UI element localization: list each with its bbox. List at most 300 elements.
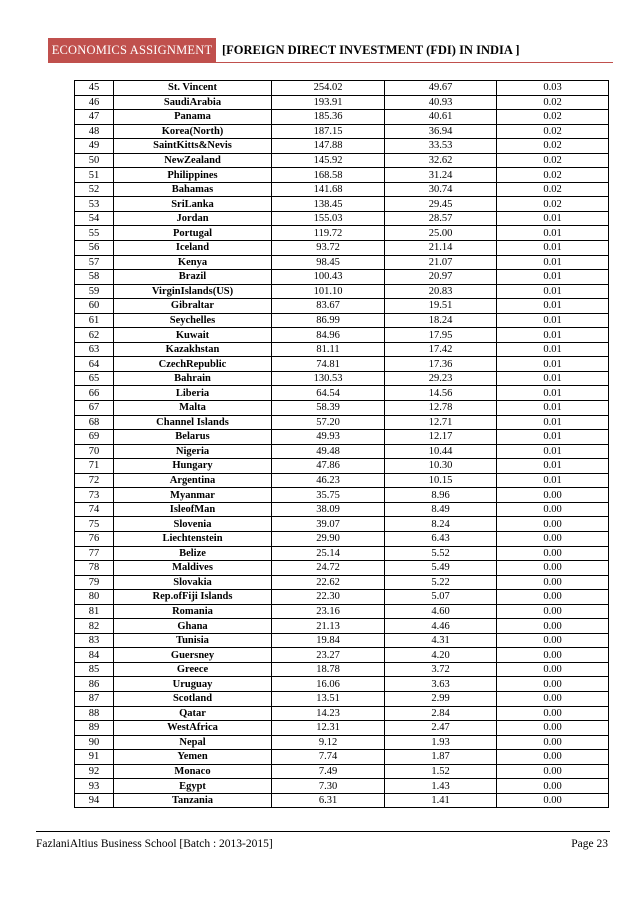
- value-a-cell: 24.72: [272, 561, 385, 576]
- value-c-cell: 0.00: [497, 750, 609, 765]
- rank-cell: 60: [75, 299, 114, 314]
- rank-cell: 82: [75, 619, 114, 634]
- value-b-cell: 2.99: [385, 691, 497, 706]
- value-c-cell: 0.01: [497, 226, 609, 241]
- country-cell: SaudiArabia: [114, 95, 272, 110]
- country-cell: Slovenia: [114, 517, 272, 532]
- country-cell: Slovakia: [114, 575, 272, 590]
- country-cell: NewZealand: [114, 153, 272, 168]
- rank-cell: 50: [75, 153, 114, 168]
- value-b-cell: 4.31: [385, 633, 497, 648]
- rank-cell: 85: [75, 662, 114, 677]
- table-row: [75, 270, 609, 285]
- rank-cell: 48: [75, 124, 114, 139]
- value-b-cell: 3.63: [385, 677, 497, 692]
- value-c-cell: 0.01: [497, 473, 609, 488]
- value-b-cell: 12.17: [385, 430, 497, 445]
- value-a-cell: 6.31: [272, 793, 385, 808]
- value-a-cell: 141.68: [272, 182, 385, 197]
- value-c-cell: 0.00: [497, 546, 609, 561]
- rank-cell: 92: [75, 764, 114, 779]
- value-c-cell: 0.02: [497, 124, 609, 139]
- table-row: [75, 313, 609, 328]
- value-a-cell: 81.11: [272, 342, 385, 357]
- value-c-cell: 0.00: [497, 575, 609, 590]
- table-row: [75, 284, 609, 299]
- country-cell: Kazakhstan: [114, 342, 272, 357]
- value-c-cell: 0.01: [497, 342, 609, 357]
- table-row: [75, 430, 609, 445]
- value-a-cell: 100.43: [272, 270, 385, 285]
- value-a-cell: 47.86: [272, 459, 385, 474]
- rank-cell: 58: [75, 270, 114, 285]
- rank-cell: 63: [75, 342, 114, 357]
- table-row: [75, 371, 609, 386]
- table-row: [75, 531, 609, 546]
- rank-cell: 90: [75, 735, 114, 750]
- value-c-cell: 0.02: [497, 197, 609, 212]
- rank-cell: 72: [75, 473, 114, 488]
- value-a-cell: 16.06: [272, 677, 385, 692]
- country-cell: Seychelles: [114, 313, 272, 328]
- country-cell: Scotland: [114, 691, 272, 706]
- rank-cell: 86: [75, 677, 114, 692]
- country-cell: Belarus: [114, 430, 272, 445]
- value-b-cell: 5.07: [385, 590, 497, 605]
- country-cell: Tunisia: [114, 633, 272, 648]
- table-row: [75, 401, 609, 416]
- country-cell: Romania: [114, 604, 272, 619]
- rank-cell: 47: [75, 110, 114, 125]
- rank-cell: 89: [75, 721, 114, 736]
- table-row: [75, 81, 609, 96]
- table-row: [75, 793, 609, 808]
- rank-cell: 74: [75, 502, 114, 517]
- value-b-cell: 4.60: [385, 604, 497, 619]
- value-c-cell: 0.00: [497, 619, 609, 634]
- country-cell: Gibraltar: [114, 299, 272, 314]
- value-b-cell: 17.42: [385, 342, 497, 357]
- table-row: [75, 342, 609, 357]
- page-header: [48, 38, 613, 62]
- value-a-cell: 84.96: [272, 328, 385, 343]
- value-a-cell: 25.14: [272, 546, 385, 561]
- table-row: [75, 241, 609, 256]
- value-a-cell: 185.36: [272, 110, 385, 125]
- value-c-cell: 0.00: [497, 677, 609, 692]
- value-c-cell: 0.00: [497, 488, 609, 503]
- value-c-cell: 0.00: [497, 561, 609, 576]
- value-a-cell: 9.12: [272, 735, 385, 750]
- rank-cell: 69: [75, 430, 114, 445]
- rank-cell: 66: [75, 386, 114, 401]
- rank-cell: 80: [75, 590, 114, 605]
- table-row: [75, 546, 609, 561]
- country-cell: Hungary: [114, 459, 272, 474]
- country-cell: Malta: [114, 401, 272, 416]
- value-b-cell: 1.87: [385, 750, 497, 765]
- table-row: [75, 328, 609, 343]
- rank-cell: 46: [75, 95, 114, 110]
- rank-cell: 45: [75, 81, 114, 96]
- country-cell: Ghana: [114, 619, 272, 634]
- rank-cell: 67: [75, 401, 114, 416]
- value-b-cell: 49.67: [385, 81, 497, 96]
- table-row: [75, 444, 609, 459]
- table-row: [75, 299, 609, 314]
- country-cell: Channel Islands: [114, 415, 272, 430]
- value-a-cell: 38.09: [272, 502, 385, 517]
- country-cell: CzechRepublic: [114, 357, 272, 372]
- country-cell: Monaco: [114, 764, 272, 779]
- country-cell: Egypt: [114, 779, 272, 794]
- country-cell: Uruguay: [114, 677, 272, 692]
- value-c-cell: 0.02: [497, 110, 609, 125]
- country-cell: Nigeria: [114, 444, 272, 459]
- value-a-cell: 21.13: [272, 619, 385, 634]
- value-b-cell: 19.51: [385, 299, 497, 314]
- value-b-cell: 18.24: [385, 313, 497, 328]
- rank-cell: 51: [75, 168, 114, 183]
- table-row: [75, 764, 609, 779]
- value-b-cell: 5.52: [385, 546, 497, 561]
- value-a-cell: 49.93: [272, 430, 385, 445]
- rank-cell: 94: [75, 793, 114, 808]
- country-cell: Yemen: [114, 750, 272, 765]
- value-c-cell: 0.01: [497, 211, 609, 226]
- table-row: [75, 517, 609, 532]
- value-b-cell: 12.71: [385, 415, 497, 430]
- value-c-cell: 0.00: [497, 735, 609, 750]
- rank-cell: 56: [75, 241, 114, 256]
- country-cell: Nepal: [114, 735, 272, 750]
- table-row: [75, 502, 609, 517]
- table-row: [75, 168, 609, 183]
- value-a-cell: 23.27: [272, 648, 385, 663]
- value-c-cell: 0.01: [497, 241, 609, 256]
- country-cell: Panama: [114, 110, 272, 125]
- value-c-cell: 0.01: [497, 328, 609, 343]
- value-a-cell: 98.45: [272, 255, 385, 270]
- country-cell: Qatar: [114, 706, 272, 721]
- value-a-cell: 23.16: [272, 604, 385, 619]
- value-b-cell: 28.57: [385, 211, 497, 226]
- table-row: [75, 226, 609, 241]
- value-b-cell: 5.22: [385, 575, 497, 590]
- page-number: Page 23: [571, 838, 608, 850]
- value-c-cell: 0.00: [497, 706, 609, 721]
- value-a-cell: 119.72: [272, 226, 385, 241]
- value-a-cell: 22.30: [272, 590, 385, 605]
- value-b-cell: 29.45: [385, 197, 497, 212]
- value-a-cell: 49.48: [272, 444, 385, 459]
- value-c-cell: 0.00: [497, 517, 609, 532]
- value-b-cell: 33.53: [385, 139, 497, 154]
- rank-cell: 77: [75, 546, 114, 561]
- value-c-cell: 0.02: [497, 182, 609, 197]
- value-a-cell: 58.39: [272, 401, 385, 416]
- value-c-cell: 0.01: [497, 357, 609, 372]
- value-c-cell: 0.02: [497, 95, 609, 110]
- value-b-cell: 21.07: [385, 255, 497, 270]
- rank-cell: 68: [75, 415, 114, 430]
- rank-cell: 78: [75, 561, 114, 576]
- rank-cell: 65: [75, 371, 114, 386]
- value-b-cell: 4.20: [385, 648, 497, 663]
- country-cell: Tanzania: [114, 793, 272, 808]
- country-cell: St. Vincent: [114, 81, 272, 96]
- rank-cell: 64: [75, 357, 114, 372]
- value-b-cell: 8.96: [385, 488, 497, 503]
- table-row: [75, 459, 609, 474]
- value-b-cell: 10.15: [385, 473, 497, 488]
- value-c-cell: 0.01: [497, 299, 609, 314]
- country-cell: Kuwait: [114, 328, 272, 343]
- table-row: [75, 575, 609, 590]
- rank-cell: 87: [75, 691, 114, 706]
- value-b-cell: 36.94: [385, 124, 497, 139]
- country-cell: Guersney: [114, 648, 272, 663]
- value-a-cell: 83.67: [272, 299, 385, 314]
- value-a-cell: 147.88: [272, 139, 385, 154]
- value-c-cell: 0.01: [497, 284, 609, 299]
- value-c-cell: 0.00: [497, 691, 609, 706]
- value-b-cell: 8.49: [385, 502, 497, 517]
- value-a-cell: 155.03: [272, 211, 385, 226]
- rank-cell: 55: [75, 226, 114, 241]
- value-c-cell: 0.01: [497, 270, 609, 285]
- rank-cell: 70: [75, 444, 114, 459]
- rank-cell: 57: [75, 255, 114, 270]
- value-a-cell: 193.91: [272, 95, 385, 110]
- table-row: [75, 721, 609, 736]
- table-row: [75, 677, 609, 692]
- table-row: [75, 750, 609, 765]
- country-cell: Greece: [114, 662, 272, 677]
- value-b-cell: 2.84: [385, 706, 497, 721]
- value-b-cell: 5.49: [385, 561, 497, 576]
- country-cell: Bahrain: [114, 371, 272, 386]
- rank-cell: 79: [75, 575, 114, 590]
- value-b-cell: 1.52: [385, 764, 497, 779]
- value-c-cell: 0.03: [497, 81, 609, 96]
- country-cell: Rep.ofFiji Islands: [114, 590, 272, 605]
- table-row: [75, 415, 609, 430]
- table-row: [75, 386, 609, 401]
- value-b-cell: 1.93: [385, 735, 497, 750]
- rank-cell: 61: [75, 313, 114, 328]
- value-b-cell: 40.93: [385, 95, 497, 110]
- value-a-cell: 254.02: [272, 81, 385, 96]
- value-b-cell: 1.41: [385, 793, 497, 808]
- country-cell: Belize: [114, 546, 272, 561]
- rank-cell: 75: [75, 517, 114, 532]
- value-c-cell: 0.00: [497, 531, 609, 546]
- value-c-cell: 0.01: [497, 313, 609, 328]
- value-a-cell: 93.72: [272, 241, 385, 256]
- value-a-cell: 14.23: [272, 706, 385, 721]
- value-c-cell: 0.00: [497, 648, 609, 663]
- value-a-cell: 187.15: [272, 124, 385, 139]
- value-a-cell: 18.78: [272, 662, 385, 677]
- value-b-cell: 20.97: [385, 270, 497, 285]
- table-row: [75, 110, 609, 125]
- value-a-cell: 101.10: [272, 284, 385, 299]
- country-cell: Portugal: [114, 226, 272, 241]
- country-cell: VirginIslands(US): [114, 284, 272, 299]
- value-b-cell: 25.00: [385, 226, 497, 241]
- header-title: [FOREIGN DIRECT INVESTMENT (FDI) IN INDIA ]: [222, 42, 520, 57]
- country-cell: Kenya: [114, 255, 272, 270]
- value-b-cell: 10.44: [385, 444, 497, 459]
- rank-cell: 71: [75, 459, 114, 474]
- table-row: [75, 662, 609, 677]
- value-a-cell: 130.53: [272, 371, 385, 386]
- value-a-cell: 7.30: [272, 779, 385, 794]
- value-b-cell: 12.78: [385, 401, 497, 416]
- value-b-cell: 4.46: [385, 619, 497, 634]
- value-c-cell: 0.00: [497, 633, 609, 648]
- rank-cell: 59: [75, 284, 114, 299]
- table-row: [75, 95, 609, 110]
- value-c-cell: 0.00: [497, 502, 609, 517]
- value-a-cell: 145.92: [272, 153, 385, 168]
- value-b-cell: 40.61: [385, 110, 497, 125]
- table-row: [75, 255, 609, 270]
- value-c-cell: 0.01: [497, 255, 609, 270]
- value-c-cell: 0.01: [497, 371, 609, 386]
- value-c-cell: 0.01: [497, 386, 609, 401]
- country-cell: SriLanka: [114, 197, 272, 212]
- table-row: [75, 357, 609, 372]
- country-cell: Liberia: [114, 386, 272, 401]
- value-c-cell: 0.00: [497, 662, 609, 677]
- footer-divider: [36, 831, 610, 832]
- rank-cell: 81: [75, 604, 114, 619]
- rank-cell: 52: [75, 182, 114, 197]
- country-cell: Liechtenstein: [114, 531, 272, 546]
- value-b-cell: 8.24: [385, 517, 497, 532]
- table-row: [75, 197, 609, 212]
- table-row: [75, 604, 609, 619]
- table-row: [75, 619, 609, 634]
- value-c-cell: 0.00: [497, 604, 609, 619]
- country-cell: Myanmar: [114, 488, 272, 503]
- table-body: [75, 81, 609, 808]
- value-c-cell: 0.02: [497, 139, 609, 154]
- value-b-cell: 14.56: [385, 386, 497, 401]
- value-a-cell: 168.58: [272, 168, 385, 183]
- value-c-cell: 0.01: [497, 401, 609, 416]
- table-row: [75, 473, 609, 488]
- country-cell: Argentina: [114, 473, 272, 488]
- table-row: [75, 488, 609, 503]
- country-cell: Korea(North): [114, 124, 272, 139]
- value-b-cell: 29.23: [385, 371, 497, 386]
- rank-cell: 91: [75, 750, 114, 765]
- table-row: [75, 735, 609, 750]
- value-b-cell: 17.36: [385, 357, 497, 372]
- table-row: [75, 124, 609, 139]
- table-row: [75, 153, 609, 168]
- rank-cell: 62: [75, 328, 114, 343]
- value-c-cell: 0.01: [497, 459, 609, 474]
- value-c-cell: 0.01: [497, 430, 609, 445]
- value-a-cell: 74.81: [272, 357, 385, 372]
- country-cell: SaintKitts&Nevis: [114, 139, 272, 154]
- value-c-cell: 0.00: [497, 793, 609, 808]
- value-c-cell: 0.01: [497, 415, 609, 430]
- value-a-cell: 86.99: [272, 313, 385, 328]
- country-cell: Bahamas: [114, 182, 272, 197]
- value-c-cell: 0.00: [497, 779, 609, 794]
- value-c-cell: 0.01: [497, 444, 609, 459]
- value-b-cell: 6.43: [385, 531, 497, 546]
- country-cell: Jordan: [114, 211, 272, 226]
- value-b-cell: 2.47: [385, 721, 497, 736]
- footer-school: FazlaniAltius Business School [Batch : 2013-2015]: [36, 838, 273, 850]
- table-row: [75, 691, 609, 706]
- value-a-cell: 138.45: [272, 197, 385, 212]
- value-c-cell: 0.00: [497, 764, 609, 779]
- value-c-cell: 0.02: [497, 153, 609, 168]
- rank-cell: 73: [75, 488, 114, 503]
- value-b-cell: 17.95: [385, 328, 497, 343]
- value-b-cell: 10.30: [385, 459, 497, 474]
- table-row: [75, 139, 609, 154]
- rank-cell: 49: [75, 139, 114, 154]
- rank-cell: 93: [75, 779, 114, 794]
- country-cell: Iceland: [114, 241, 272, 256]
- value-a-cell: 12.31: [272, 721, 385, 736]
- value-c-cell: 0.00: [497, 590, 609, 605]
- table-row: [75, 706, 609, 721]
- value-a-cell: 39.07: [272, 517, 385, 532]
- value-a-cell: 46.23: [272, 473, 385, 488]
- value-b-cell: 20.83: [385, 284, 497, 299]
- rank-cell: 84: [75, 648, 114, 663]
- value-a-cell: 64.54: [272, 386, 385, 401]
- table-row: [75, 211, 609, 226]
- value-c-cell: 0.02: [497, 168, 609, 183]
- value-a-cell: 22.62: [272, 575, 385, 590]
- country-cell: WestAfrica: [114, 721, 272, 736]
- rank-cell: 83: [75, 633, 114, 648]
- fdi-country-table: [74, 80, 609, 808]
- value-b-cell: 30.74: [385, 182, 497, 197]
- value-b-cell: 32.62: [385, 153, 497, 168]
- rank-cell: 53: [75, 197, 114, 212]
- table-row: [75, 561, 609, 576]
- value-b-cell: 1.43: [385, 779, 497, 794]
- value-c-cell: 0.00: [497, 721, 609, 736]
- country-cell: IsleofMan: [114, 502, 272, 517]
- rank-cell: 76: [75, 531, 114, 546]
- value-b-cell: 31.24: [385, 168, 497, 183]
- rank-cell: 54: [75, 211, 114, 226]
- value-a-cell: 19.84: [272, 633, 385, 648]
- country-cell: Philippines: [114, 168, 272, 183]
- header-tab: ECONOMICS ASSIGNMENT: [48, 38, 216, 62]
- country-cell: Maldives: [114, 561, 272, 576]
- country-cell: Brazil: [114, 270, 272, 285]
- table-row: [75, 648, 609, 663]
- table-row: [75, 633, 609, 648]
- value-a-cell: 7.49: [272, 764, 385, 779]
- value-b-cell: 3.72: [385, 662, 497, 677]
- value-a-cell: 35.75: [272, 488, 385, 503]
- header-divider: [48, 62, 613, 63]
